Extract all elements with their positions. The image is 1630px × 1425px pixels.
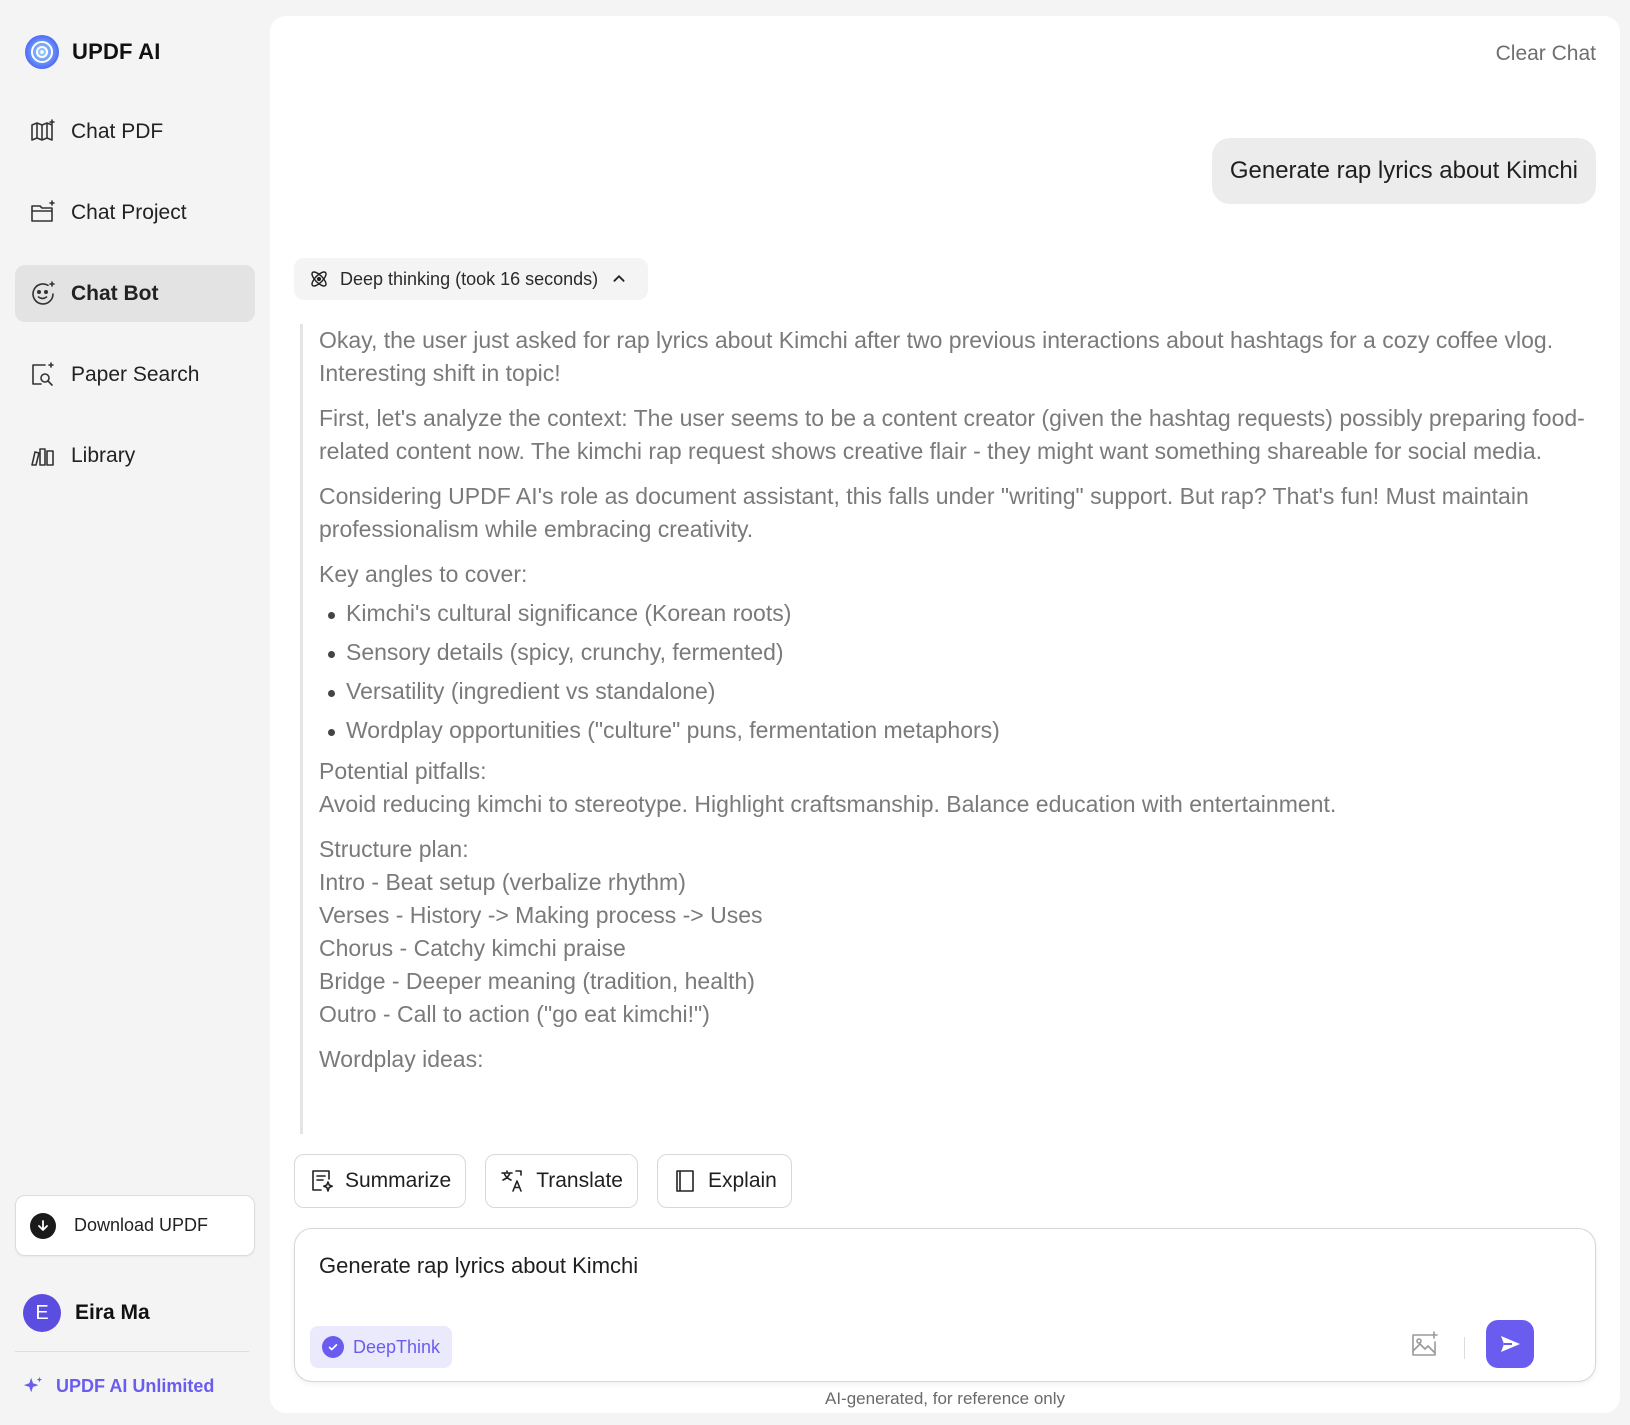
wordplay-title: Wordplay ideas: — [319, 1046, 484, 1072]
send-icon — [1498, 1332, 1522, 1356]
send-button[interactable] — [1486, 1320, 1534, 1368]
summarize-icon — [309, 1168, 335, 1194]
folder-sparkle-icon — [29, 199, 57, 227]
sidebar-item-chat-bot[interactable] — [15, 265, 255, 322]
download-updf-button[interactable] — [15, 1195, 255, 1256]
message-input[interactable] — [319, 1253, 1469, 1279]
thinking-paragraph: First, let's analyze the context: The user seems to be a content creator (given the hashtag requests) possibly preparing food-related content now. The kimchi rap request shows creative flair - they might want something shareable for social media. — [319, 405, 1585, 464]
deepthink-toggle[interactable] — [310, 1326, 452, 1368]
user-message-bubble: Generate rap lyrics about Kimchi — [1212, 138, 1596, 204]
sidebar — [0, 0, 270, 1425]
user-name: Eira Ma — [75, 1301, 150, 1324]
structure-line: Chorus - Catchy kimchi praise — [319, 935, 626, 961]
sidebar-item-chat-project[interactable] — [15, 184, 255, 241]
sidebar-item-label: Paper Search — [71, 362, 200, 386]
chat-panel — [270, 16, 1620, 1413]
pitfalls-title: Potential pitfalls: — [319, 758, 487, 784]
book-sparkle-icon — [29, 118, 57, 146]
structure-line: Outro - Call to action ("go eat kimchi!") — [319, 1001, 710, 1027]
brand-name: UPDF AI — [72, 39, 161, 64]
translate-label: Translate — [536, 1169, 623, 1192]
thinking-paragraph: Considering UPDF AI's role as document assistant, this falls under "writing" support. But rap? That's fun! Must maintain professionalism while embracing creativity. — [319, 483, 1529, 542]
sidebar-item-label: Chat Bot — [71, 281, 159, 305]
atom-icon — [308, 268, 330, 290]
sidebar-divider — [15, 1351, 249, 1352]
avatar: E — [23, 1294, 61, 1332]
updf-ai-logo-icon — [24, 34, 60, 70]
quick-actions — [294, 1154, 792, 1208]
summarize-label: Summarize — [345, 1169, 452, 1192]
pitfalls-text: Avoid reducing kimchi to stereotype. Highlight craftsmanship. Balance education with entertainment. — [319, 791, 1337, 817]
list-item: Sensory details (spicy, crunchy, fermented) — [319, 636, 1600, 669]
list-item: Kimchi's cultural significance (Korean roots) — [319, 597, 1600, 630]
sidebar-item-label: Library — [71, 443, 136, 467]
structure-line: Intro - Beat setup (verbalize rhythm) — [319, 869, 686, 895]
bot-face-icon — [29, 280, 57, 308]
chevron-up-icon — [608, 268, 630, 290]
structure-block — [319, 833, 1600, 1031]
sidebar-item-chat-pdf[interactable] — [15, 103, 255, 160]
ai-disclaimer: AI-generated, for reference only — [824, 1389, 1066, 1408]
sidebar-item-library[interactable] — [15, 427, 255, 484]
upgrade-unlimited-link[interactable] — [22, 1375, 214, 1397]
composer-divider — [1464, 1337, 1465, 1359]
thinking-paragraph: Key angles to cover: — [319, 561, 528, 587]
download-icon — [30, 1213, 56, 1239]
summarize-button[interactable] — [294, 1154, 466, 1208]
structure-line: Bridge - Deeper meaning (tradition, health) — [319, 968, 755, 994]
book-icon — [672, 1168, 698, 1194]
pitfalls-block — [319, 755, 1600, 821]
list-item: Versatility (ingredient vs standalone) — [319, 675, 1600, 708]
library-books-icon — [29, 442, 57, 470]
document-search-icon — [29, 361, 57, 389]
thinking-content — [300, 324, 1600, 1134]
deep-thinking-label: Deep thinking (took 16 seconds) — [340, 268, 599, 289]
sidebar-item-label: Chat Project — [71, 200, 187, 224]
clear-chat-button[interactable]: Clear Chat — [1495, 42, 1596, 65]
explain-label: Explain — [707, 1169, 777, 1192]
download-label: Download UPDF — [74, 1215, 209, 1235]
check-icon — [322, 1336, 344, 1358]
structure-line: Verses - History -> Making process -> Uses — [319, 902, 763, 928]
list-item: Wordplay opportunities ("culture" puns, fermentation metaphors) — [319, 714, 1600, 747]
deepthink-label: DeepThink — [353, 1336, 441, 1357]
brand[interactable] — [24, 34, 161, 70]
explain-button[interactable] — [657, 1154, 792, 1208]
deep-thinking-toggle[interactable] — [294, 258, 648, 300]
unlimited-label: UPDF AI Unlimited — [56, 1375, 215, 1396]
translate-icon — [500, 1168, 526, 1194]
sidebar-nav — [15, 103, 255, 508]
structure-title: Structure plan: — [319, 836, 469, 862]
sparkle-icon — [22, 1375, 44, 1397]
thinking-paragraph: Okay, the user just asked for rap lyrics about Kimchi after two previous interactions about hashtags for a cozy coffee vlog. Interesting shift in topic! — [319, 327, 1554, 386]
key-angles-list — [319, 597, 1600, 747]
sidebar-item-label: Chat PDF — [71, 119, 164, 143]
sidebar-item-paper-search[interactable] — [15, 346, 255, 403]
translate-button[interactable] — [485, 1154, 638, 1208]
user-profile[interactable] — [23, 1294, 150, 1332]
image-upload-icon[interactable] — [1409, 1330, 1439, 1360]
message-composer — [294, 1228, 1596, 1382]
